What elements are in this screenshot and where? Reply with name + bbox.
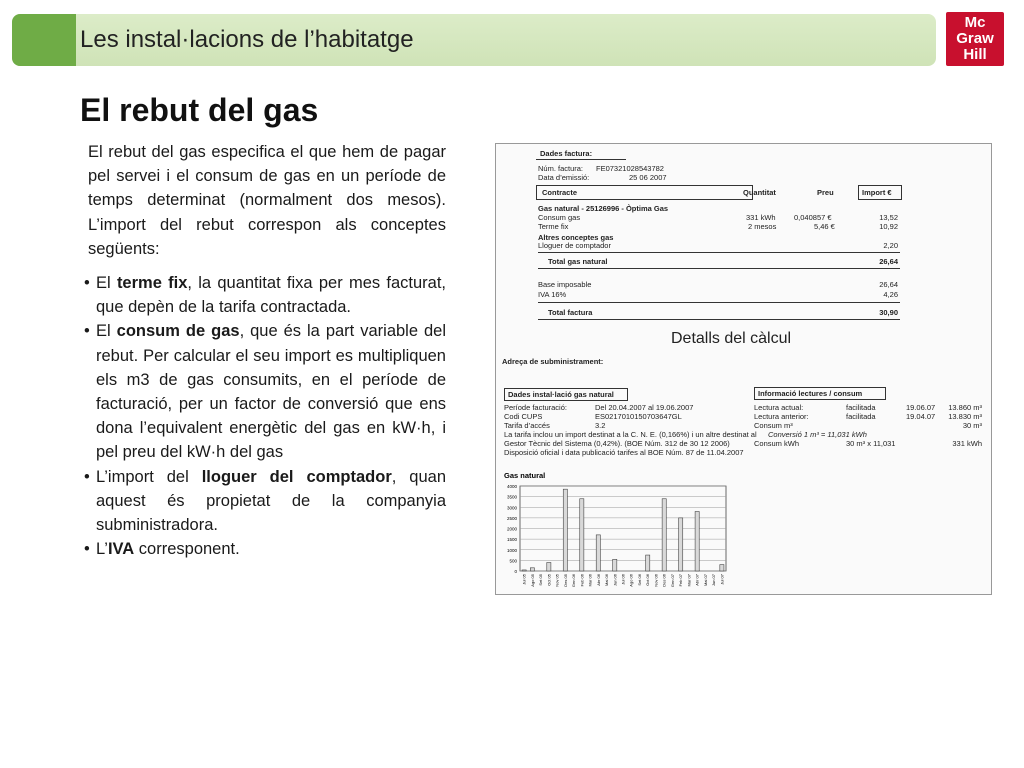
- chart-bar: [547, 563, 551, 572]
- bill-row-amount: 10,92: [879, 222, 898, 231]
- bill-instal-label: Tarifa d’accés: [504, 421, 550, 430]
- bill-lectura-value: 30 m³: [962, 421, 982, 430]
- y-tick-label: 1500: [506, 537, 517, 543]
- bill-contract-line: Gas natural - 25126996 - Òptima Gas: [538, 204, 669, 213]
- x-tick-label: Set 06: [636, 574, 642, 586]
- x-tick-label: Mai 07: [702, 574, 708, 587]
- page-title: El rebut del gas: [80, 92, 319, 128]
- bill-row-price: 5,46 €: [814, 222, 835, 231]
- text-column: [84, 140, 447, 561]
- chart-bar: [695, 512, 699, 572]
- x-tick-label: Ago 05: [529, 574, 535, 587]
- y-tick-label: 2000: [506, 526, 517, 532]
- bill-lloguer: Lloguer de comptador: [538, 241, 611, 250]
- bill-dades-factura: Dades factura:: [540, 149, 593, 158]
- y-tick-label: 500: [509, 558, 517, 564]
- bill-conversio: Conversió 1 m³ = 11,031 kWh: [768, 430, 867, 439]
- header-accent: [12, 14, 76, 66]
- x-tick-label: Nov 06: [653, 574, 659, 587]
- bill-total-gas-amount: 26,64: [879, 257, 898, 266]
- chart-bar: [613, 559, 617, 571]
- bill-col-quantitat: Quantitat: [743, 188, 776, 197]
- chart-bar: [563, 489, 567, 571]
- bill-base: Base imposable: [538, 280, 592, 289]
- bill-consum-kwh-value: 331 kWh: [952, 439, 982, 448]
- x-tick-label: Feb 07: [678, 574, 684, 587]
- bill-lloguer-amount: 2,20: [883, 241, 898, 250]
- bill-lectura-type: facilitada: [846, 412, 876, 421]
- x-tick-label: Jul 05: [521, 574, 527, 585]
- chart-bar: [679, 518, 683, 571]
- chart-bar: [596, 535, 600, 571]
- x-tick-label: Nov 05: [554, 574, 560, 587]
- chart-bar: [720, 565, 724, 571]
- concepts-list: [84, 271, 447, 561]
- bill-instal-label: Codi CUPS: [504, 412, 543, 421]
- logo-line-2: Graw: [956, 30, 994, 47]
- x-tick-label: Des 06: [661, 574, 667, 587]
- chart-bar: [530, 568, 534, 571]
- bill-row-label: Terme fix: [538, 222, 569, 231]
- bill-col-preu: Preu: [817, 188, 834, 197]
- bill-data-emissio-label: Data d’emissió:: [538, 173, 590, 182]
- y-tick-label: 1000: [506, 547, 517, 553]
- bill-lectura-value: 13.860 m³: [948, 403, 982, 412]
- bill-altres: Altres conceptes gas: [538, 233, 614, 242]
- bill-lectura-value: 13.830 m³: [948, 412, 982, 421]
- bill-row-qty: 2 mesos: [748, 222, 777, 231]
- gas-bill-image: [495, 143, 992, 595]
- bill-lectures-title: Informació lectures / consum: [758, 389, 863, 398]
- x-tick-label: Abr 06: [595, 574, 601, 586]
- chart-bar: [662, 499, 666, 571]
- x-tick-label: Jul 06: [620, 574, 626, 585]
- bill-total-gas: Total gas natural: [548, 257, 608, 266]
- logo-line-3: Hill: [963, 46, 987, 63]
- bill-iva: IVA 16%: [538, 290, 567, 299]
- x-tick-label: Jun 07: [711, 574, 717, 587]
- bill-iva-amount: 4,26: [883, 290, 898, 299]
- x-tick-label: Des 05: [562, 574, 568, 587]
- x-tick-label: Oct 05: [546, 574, 552, 586]
- bill-consum-kwh-label: Consum kWh: [754, 439, 800, 448]
- bill-row-qty: 331 kWh: [746, 213, 776, 222]
- bill-base-amount: 26,64: [879, 280, 898, 289]
- list-item: • El terme fix, la quantitat fixa per mes facturat, que depèn de la tarifa contractada.: [84, 274, 447, 317]
- x-tick-label: Gen 06: [571, 574, 577, 588]
- x-tick-label: Mar 06: [587, 574, 593, 587]
- y-tick-label: 3000: [506, 505, 517, 511]
- bill-total-factura: Total factura: [548, 308, 593, 317]
- bill-row-price: 0,040857 €: [794, 213, 832, 222]
- x-tick-label: Abr 07: [694, 574, 700, 586]
- chart-title: Gas natural: [504, 471, 546, 480]
- chart-bar: [522, 570, 526, 571]
- gas-consumption-chart: [496, 144, 991, 594]
- header-title: Les instal·lacions de l’habitatge: [80, 26, 414, 53]
- x-tick-label: Jun 06: [612, 574, 618, 587]
- x-tick-label: Set 05: [538, 574, 544, 586]
- x-tick-label: Ago 06: [628, 574, 634, 587]
- bill-lectura-label: Lectura anterior:: [754, 412, 809, 421]
- x-tick-label: Mai 06: [604, 574, 610, 587]
- intro-paragraph: El rebut del gas especifica el que hem de pagar pel servei i el consum de gas en un període de temps determinat (normalment dos mesos). L’import del rebut correspon als conceptes següents:: [88, 143, 446, 258]
- bill-consum-kwh-calc: 30 m³ x 11,031: [846, 439, 896, 448]
- x-tick-label: Gen 07: [669, 574, 675, 588]
- list-item: • L’import del lloguer del comptador, quan aquest és propietat de la companyia subministradora.: [84, 467, 446, 535]
- y-tick-label: 4000: [506, 484, 517, 489]
- bill-instal-value: 3.2: [595, 421, 606, 430]
- bill-lectura-date: 19.06.07: [906, 403, 936, 412]
- bill-num-factura: FE07321028543782: [596, 164, 664, 173]
- bill-instal-value: Del 20.04.2007 al 19.06.2007: [595, 403, 694, 412]
- publisher-logo: [946, 12, 1004, 66]
- list-item: • El consum de gas, que és la part variable del rebut. Per calcular el seu import es multipliquen els m3 de gas consumits, en el període de facturació, per un factor de conversió que ens dona l’equivalent energètic del gas en kW·h, i pel preu del kW·h del gas: [84, 322, 447, 462]
- bill-details-title: Detalls del càlcul: [671, 330, 792, 347]
- bill-tarifa-note: Disposició oficial i data publicació tarifes al BOE Núm. 87 de 11.04.2007: [504, 448, 744, 457]
- bill-lectura-type: facilitada: [846, 403, 876, 412]
- x-tick-label: Feb 06: [579, 574, 585, 587]
- bill-lectura-label: Consum m³: [754, 421, 793, 430]
- bill-num-factura-label: Núm. factura:: [538, 164, 584, 173]
- y-tick-label: 2500: [506, 515, 517, 521]
- x-tick-label: Mar 07: [686, 574, 692, 587]
- bill-tarifa-note: La tarifa inclou un import destinat a la C. N. E. (0,166%) i un altre destinat al: [504, 430, 757, 439]
- bill-col-contracte: Contracte: [542, 188, 578, 197]
- bill-data-emissio: 25 06 2007: [629, 173, 667, 182]
- bill-total-factura-amount: 30,90: [879, 308, 898, 317]
- bill-lectura-label: Lectura actual:: [754, 403, 804, 412]
- bill-instal-title: Dades instal·lació gas natural: [508, 390, 614, 399]
- bill-lectura-date: 19.04.07: [906, 412, 936, 421]
- chart-bar: [646, 555, 650, 571]
- bill-instal-value: ES0217010150703647GL: [595, 412, 682, 421]
- bill-tarifa-note: Gestor Tècnic del Sistema (0,42%). (BOE Núm. 312 de 30 12 2006): [504, 439, 730, 448]
- logo-line-1: Mc: [964, 14, 986, 31]
- bill-instal-label: Període facturació:: [504, 403, 567, 412]
- chart-bar: [580, 499, 584, 571]
- y-tick-label: 3500: [506, 494, 517, 500]
- y-tick-label: 0: [514, 569, 517, 574]
- bill-row-amount: 13,52: [879, 213, 898, 222]
- bill-adreca: Adreça de subministrament:: [502, 357, 604, 366]
- bill-row-label: Consum gas: [538, 213, 581, 222]
- bill-col-import: Import €: [862, 188, 892, 197]
- list-item: • L’IVA corresponent.: [84, 540, 240, 559]
- x-tick-label: Oct 06: [645, 574, 651, 586]
- x-tick-label: Jul 07: [719, 574, 725, 585]
